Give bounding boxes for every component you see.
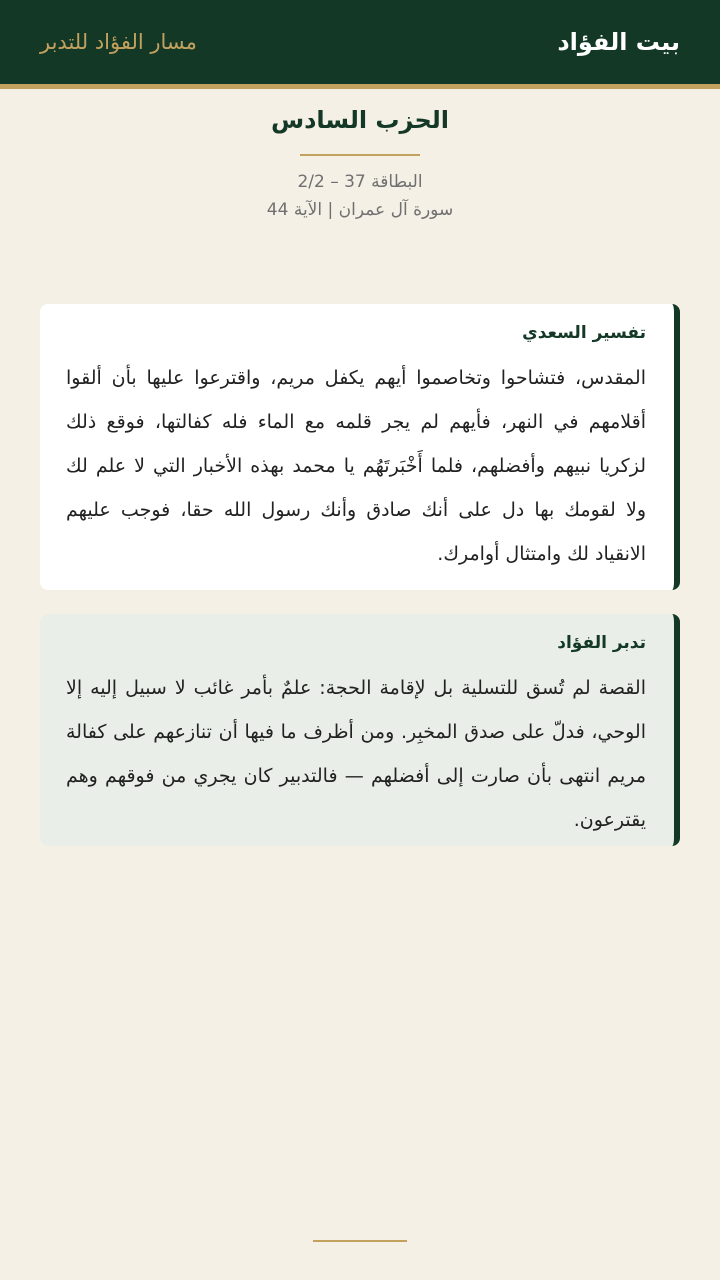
tadabbur-card bbox=[40, 614, 680, 846]
card-info: البطاقة 37 – 2/2 bbox=[297, 172, 423, 192]
title-divider bbox=[300, 154, 420, 156]
section-heading bbox=[0, 100, 720, 224]
bottom-divider bbox=[313, 1240, 407, 1242]
surah-info: سورة آل عمران | الآية 44 bbox=[266, 200, 454, 220]
hizb-title: الحزب السادس bbox=[270, 106, 450, 134]
tafsir-title: تفسير السعدي bbox=[522, 323, 646, 343]
tadabbur-text: القصة لم تُسق للتسلية بل لإقامة الحجة: علمٌ بأمر غائب لا سبيل إليه إلا الوحي، فدلّ على صدق المخبِر. ومن أظرف ما فيها أن تنازعهم على كفالة مريم انتهى بأن صارت إلى أفضلهم — فالتدبير كان يجري من فوقهم وهم يقترعون. bbox=[66, 677, 646, 831]
app-tagline: مسار الفؤاد للتدبر bbox=[40, 30, 197, 54]
app-brand[interactable]: بيت الفؤاد bbox=[557, 28, 680, 56]
tadabbur-title: تدبر الفؤاد bbox=[557, 633, 646, 653]
tafsir-text: المقدس، فتشاحوا وتخاصموا أيهم يكفل مريم، واقترعوا عليها بأن ألقوا أقلامهم في النهر، فأيهم لم يجر قلمه مع الماء فله كفالتها، فوقع ذلك لزكريا نبيهم وأفضلهم، فلما أَخْبَرتَهُم يا محمد بهذه الأخبار التي لا علم لك ولا لقومك بها دل على أنك صادق وأنك رسول الله حقا، فوجب عليهم الانقياد لك وامتثال أوامرك. bbox=[66, 367, 646, 565]
tafsir-card bbox=[40, 304, 680, 590]
app-header bbox=[0, 0, 720, 89]
